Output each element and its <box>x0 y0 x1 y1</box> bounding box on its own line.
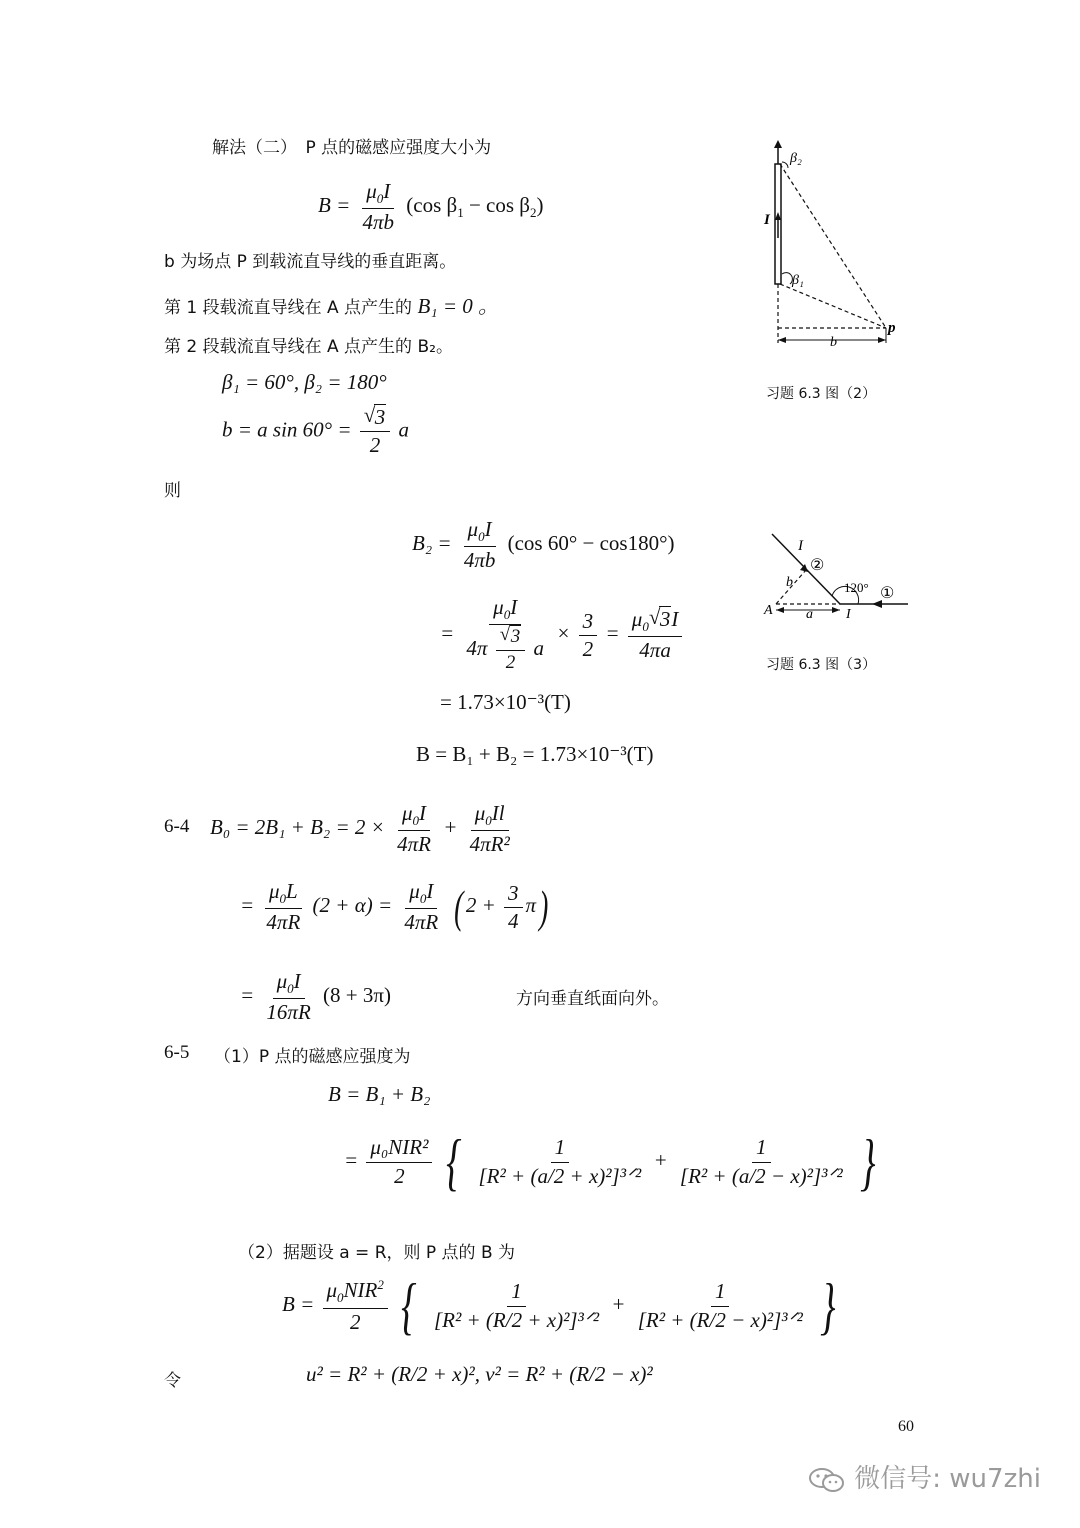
equation-6-4-line3: = $\frac{\mu_0I}{16\pi R}$ (8 + 3π) <box>240 969 391 1025</box>
svg-text:p: p <box>888 320 896 336</box>
label-6-5: 6-5 <box>164 1042 190 1063</box>
figure-3-caption: 习题 6.3 图（3） <box>766 657 877 673</box>
watermark: 微信号: wu7zhi <box>808 1458 1041 1495</box>
equation-6-5-sum: B = B₁ + B₂ <box>328 1082 431 1106</box>
equation-b-main: B = $\frac{\mu_0I}{4\pi b}$ (cos $\beta_1 - \cos \beta_2$) <box>318 179 544 235</box>
equation-b2-line2: = $\mu_0I$ 4π √ 3 2 a × $\frac{3}{2}$ = $\mu_0$ √ 3I 4πa <box>440 596 685 674</box>
equation-betas: β₁ = 60°, β₂ = 180° <box>222 370 387 394</box>
svg-text:I: I <box>798 538 803 554</box>
figure-6-3-2 <box>750 138 920 358</box>
figure-2-caption: 习题 6.3 图（2） <box>766 386 877 402</box>
arrow-up-icon <box>774 140 782 148</box>
text-6-5-part1: （1）P 点的磁感应强度为 <box>214 1047 411 1067</box>
svg-text:a: a <box>806 607 813 622</box>
label-6-4: 6-4 <box>164 816 190 837</box>
equation-b-value: b = a sin 60° = √ 3 2 a <box>222 403 409 458</box>
text-ze: 则 <box>164 481 181 501</box>
text-b-description: b 为场点 P 到载流直导线的垂直距离。 <box>164 252 457 272</box>
equation-b2-line3: = 1.73×10⁻³(T) <box>440 690 571 714</box>
equation-b2-line1: B₂ = $\frac{\mu_0I}{4\pi b}$ (cos 60° − cos180°) <box>412 517 675 573</box>
svg-text:②: ② <box>810 557 825 574</box>
figure-6-3-3 <box>760 528 920 628</box>
svg-text:I: I <box>764 212 770 228</box>
text-direction: 方向垂直纸面向外。 <box>516 989 669 1009</box>
equation-6-5-b: B = $\frac{\mu_0NIR^2}{2}$ { $\frac{1}{\text{[R² + (R/2 + x)²]³ᐟ²}}$ + $\frac{1}{\text{[R² + (R/2 − x)²]³ᐟ²}}$ } <box>282 1270 836 1341</box>
svg-text:b: b <box>786 575 793 590</box>
text-segment-1: 第 1 段载流直导线在 A 点产生的 B₁ = 0 。 <box>164 294 500 318</box>
svg-text:b: b <box>830 335 837 350</box>
text-segment-2: 第 2 段载流直导线在 A 点产生的 B₂。 <box>164 337 453 357</box>
text-ling: 令 <box>164 1371 181 1391</box>
svg-text:A: A <box>764 603 773 618</box>
equation-b-total: B = B₁ + B₂ = 1.73×10⁻³(T) <box>416 742 654 766</box>
wechat-icon <box>808 1466 846 1494</box>
text-6-5-part2: （2）据题设 a = R，则 P 点的 B 为 <box>238 1243 516 1263</box>
equation-uv: u² = R² + (R/2 + x)², v² = R² + (R/2 − x)² <box>306 1362 653 1386</box>
equation-6-5-expansion: = $\frac{\text{μ₀NIR²}}{2}$ { $\frac{1}{\text{[R² + (a/2 + x)²]³ᐟ²}}$ + $\frac{1}{\text{[R² + (a/2 − x)²]³ᐟ²}}$ } <box>344 1126 876 1197</box>
svg-text:β₂: β₂ <box>790 151 802 166</box>
svg-text:β₁: β₁ <box>792 273 804 288</box>
svg-text:120°: 120° <box>844 580 869 595</box>
svg-text:I: I <box>846 607 851 622</box>
equation-6-4-line1: B₀ = 2B₁ + B₂ = 2 × $\frac{\mu_0I}{4\pi R}$ + $\frac{\mu_0Il}{\text{4πR²}}$ <box>210 801 510 857</box>
page-number: 60 <box>898 1418 914 1435</box>
svg-text:①: ① <box>880 585 895 602</box>
equation-6-4-line2: = $\frac{\mu_0L}{4\pi R}$ (2 + α) = $\frac{\mu_0I}{4\pi R}$ ( 2 + $\frac{3}{4}$ π) <box>240 879 549 935</box>
section-header: 解法（二） P 点的磁感应强度大小为 <box>212 138 492 158</box>
